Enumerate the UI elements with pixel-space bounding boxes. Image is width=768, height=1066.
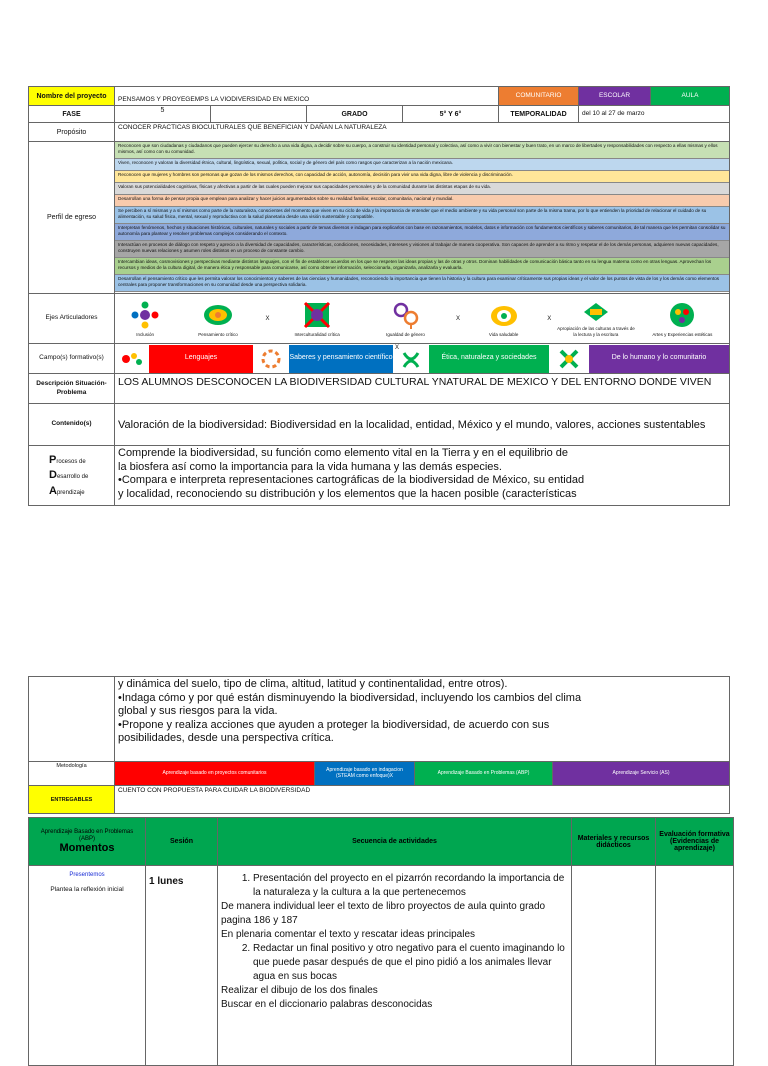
campo-lenguajes: Lenguajes	[149, 345, 253, 373]
spacer-cell	[211, 106, 307, 123]
perfil-item: Desarrollan el pensamiento crítico que les permita valorar los conocimientos y saberes de las ciencias y humanidades, reconociendo la importancia que tienen la historia y la cultura para examinar críticamente sus propias ideas y el valor de los puntos de vista de los y los demás como elementos centrales para proponer transformaciones en su comunidad desde una perspectiva solidaria.	[115, 275, 729, 292]
eje-interculturalidad: Interculturalidad crítica	[274, 300, 360, 337]
metodologia-abp: Aprendizaje Basado en Problemas (ABP)	[415, 762, 553, 786]
secuencia-header: Secuencia de actividades	[218, 818, 572, 866]
metodologia-servicio: Aprendizaje Servicio (AS)	[553, 762, 730, 786]
proposito-value: CONOCER PRACTICAS BIOCULTURALES QUE BENEFICIAN Y DAÑAN LA NATURALEZA	[115, 123, 730, 142]
contenido-value: Valoración de la biodiversidad: Biodiversidad en la localidad, entidad, México y el mundo, valores, acciones sustentables	[115, 404, 730, 446]
etica-icon: X	[393, 345, 429, 373]
project-name-value: PENSAMOS Y PROYEGEMPS LA VIODIVERSIDAD EN MEXICO	[115, 87, 499, 106]
healthy-life-icon	[489, 300, 519, 330]
humano-icon	[549, 345, 589, 373]
eje-artes: Artes y Experiencias estéticas	[636, 300, 729, 337]
perfil-item: Reconocen que son ciudadanas y ciudadanos que pueden ejercer su derecho a una vida digna, a decidir sobre su cuerpo, a construir su identidad personal y colectiva, así como a vivir con bienestar y buen trato, en un marco de libertades y responsabilidades con respecto a ellas mismas y ellos mismos, así como con su comunidad.	[115, 142, 729, 159]
descripcion-label: Descripción Situación- Problema	[29, 374, 115, 404]
momentos-header: Aprendizaje Basado en Problemas (ABP) Momentos	[29, 818, 146, 866]
interculturality-icon	[302, 300, 332, 330]
eje-mark: X	[547, 315, 552, 322]
campo-saberes: Saberes y pensamiento científico	[289, 345, 393, 373]
tag-comunitario: COMUNITARIO	[499, 87, 579, 106]
sesion-header: Sesión	[146, 818, 218, 866]
grado-label: GRADO	[307, 106, 403, 123]
fase-label: FASE	[29, 106, 115, 123]
tag-escolar: ESCOLAR	[579, 87, 651, 106]
planning-table-page1	[28, 86, 730, 506]
perfil-item: Valoran sus potencialidades cognitivas, físicas y afectivas a partir de las cuales pueden mejorar sus capacidades personales y de la comunidad durante las distintas etapas de su vida.	[115, 183, 729, 195]
metodologia-indagacion: Aprendizaje basado en indagacion (STEAM como enfoque)X	[315, 762, 415, 786]
pda-continued-label	[29, 677, 115, 762]
perfil-item: Interactúan en procesos de diálogo con respeto y aprecio a la diversidad de capacidades, características, condiciones, necesidades, intereses y visiones al trabajar de manera cooperativa. Son capaces de aprender a su ritmo y respetar el de los demás personas, adquieren nuevas capacidades, construyen nuevas relaciones y asumen roles distintos en un proceso de constante cambio.	[115, 241, 729, 258]
eje-mark: X	[265, 315, 270, 322]
ejes-label: Ejes Articuladores	[29, 294, 115, 344]
materiales-cell	[572, 866, 656, 1066]
perfil-item: Desarrollan una forma de pensar propia que emplean para analizar y hacer juicios argumentados sobre su realidad familiar, escolar, comunitaria, nacional y mundial.	[115, 195, 729, 207]
activities-table	[28, 817, 734, 1066]
perfil-list	[115, 142, 730, 294]
grado-value: 5° Y 6°	[403, 106, 499, 123]
reading-writing-icon	[581, 300, 611, 324]
planning-table-page2	[28, 676, 730, 814]
perfil-item: Viven, reconocen y valoran la diversidad étnica, cultural, lingüística, sexual, política, social y de género del país como rasgos que caracterizan a la nación mexicana.	[115, 159, 729, 171]
entregables-value: CUENTO CON PROPUESTA PARA CUIDAR LA BIODIVERSIDAD	[115, 786, 730, 814]
momento-presentemos: Presentemos Plantea la reflexión inicial	[29, 866, 146, 1066]
materiales-header: Materiales y recursos didácticos	[572, 818, 656, 866]
proposito-label: Propósito	[29, 123, 115, 142]
inclusion-icon	[130, 300, 160, 330]
perfil-label: Perfil de egreso	[29, 142, 115, 294]
campo-humano: De lo humano y lo comunitario	[589, 345, 729, 373]
perfil-item: Se perciben a sí mismas y a sí mismos como parte de la naturaleza, conscientes del momento que viven en su ciclo de vida y la importancia de entender que el medio ambiente y su vida personal son parte de la misma trama, por lo que entienden la prioridad de relacionar el cuidado de su alimentación, su salud física, mental, sexual y reproductiva con la salud planetaria desde una visión sustentable y compatible.	[115, 207, 729, 224]
pda-continued-text: y dinámica del suelo, tipo de clima, altitud, latitud y continentalidad, entre otros). •Indaga cómo y por qué están disminuyendo la biodiversidad, incluyendo los cambios del clima global y sus riesgos para la vida. •Propone y realiza acciones que ayuden a proteger la biodiversidad, de acuerdo con sus posibilidades, desde una perspectiva crítica.	[115, 677, 730, 762]
eje-mark: X	[455, 315, 460, 322]
eje-lectura: Apropiación de las culturas a través de la lectura y la escritura	[556, 300, 636, 337]
activity-list-1: 1. Presentación del proyecto en el pizarrón recordando la importancia de la naturaleza y la cultura a la que pertenecemos	[221, 872, 568, 900]
contenido-label: Contenido(s)	[29, 404, 115, 446]
metodologia-label: Metodología	[29, 762, 115, 786]
evaluacion-header: Evaluación formativa (Evidencias de aprendizaje)	[656, 818, 734, 866]
eje-inclusion: Inclusión	[115, 300, 175, 337]
perfil-item: Reconocen que mujeres y hombres son personas que gozan de los mismos derechos, con capacidad de acción, autonomía, decisión para vivir una vida digna, libre de violencia y discriminación.	[115, 171, 729, 183]
temporalidad-label: TEMPORALIDAD	[499, 106, 579, 123]
eje-vida-saludable: Vida saludable	[465, 300, 543, 337]
arts-icon	[667, 300, 697, 330]
entregables-label: ENTREGABLES	[29, 786, 115, 814]
metodologia-proyectos: Aprendizaje basado en proyectos comunitarios	[115, 762, 315, 786]
campos-row	[115, 344, 730, 374]
perfil-item: Intercambian ideas, cosmovisiones y perspectivas mediante distintos lenguajes, con el fin de establecer acuerdos en los que se respeten las ideas propias y las de otras y otros. Dominan habilidades de comunicación básica tanto en su lengua materna como en otras lenguas. Aprovechan los recursos y medios de la cultura digital, de manera ética y responsable para comunicarse, así como obtener información, seleccionarla, organizarla, analizarla y evaluarla.	[115, 258, 729, 275]
secuencia-actividades: 1. Presentación del proyecto en el pizarrón recordando la importancia de la naturaleza y la cultura a la que pertenecemos De manera individual leer el texto de libro proyectos de aula quinto grado pagina 186 y 187 En plenaria comentar el texto y rescatar ideas principales 2. Redactar un final positivo y otro negativo para el cuento imaginando lo que puede pasar después de que el pino pidió a los animales llevar agua en sus bocas Realizar el dibujo de los dos finales Buscar en el diccionario palabras desconocidas	[218, 866, 572, 1066]
campos-label: Campo(s) formativo(s)	[29, 344, 115, 374]
perfil-item: Interpretan fenómenos, hechos y situaciones históricas, culturales, naturales y sociales a partir de temas diversos e indagan para explicarlos con base en razonamientos, modelos, datos e información con fundamentos científicos y saberes comunitarios, de tal manera que les permitan consolidar su autonomía para plantear y resolver problemas complejos considerando el contexto.	[115, 224, 729, 241]
pda-label: Procesos de Desarrollo de Aprendizaje	[29, 446, 115, 506]
eje-pensamiento: Pensamiento crítico	[175, 300, 261, 337]
critical-thinking-icon	[201, 300, 235, 330]
activity-list-2: 2. Redactar un final positivo y otro negativo para el cuento imaginando lo que puede pasar después de que el pino pidió a los animales llevar agua en sus bocas	[221, 942, 568, 984]
lenguajes-icon	[115, 345, 149, 373]
eje-igualdad: Igualdad de género	[360, 300, 451, 337]
fase-value: 5	[115, 106, 211, 123]
saberes-icon	[253, 345, 289, 373]
evaluacion-cell	[656, 866, 734, 1066]
ejes-row	[115, 294, 730, 344]
tag-aula: AULA	[651, 87, 730, 106]
sesion-value: 1 lunes	[146, 866, 218, 1066]
pda-text: Comprende la biodiversidad, su función como elemento vital en la Tierra y en el equilibrio de la biosfera así como la importancia para la vida humana y las demás especies. •Compara e interpreta representaciones cartográficas de la biodiversidad de México, su entidad y localidad, reconociendo su distribución y los elementos que la hacen posible (características	[115, 446, 730, 506]
project-name-label: Nombre del proyecto	[29, 87, 115, 106]
gender-equality-icon	[391, 300, 421, 330]
campo-etica: Ética, naturaleza y sociedades	[429, 345, 549, 373]
temporalidad-value: del 10 al 27 de marzo	[579, 106, 730, 123]
descripcion-value: LOS ALUMNOS DESCONOCEN LA BIODIVERSIDAD CULTURAL YNATURAL DE MEXICO Y DEL ENTORNO DONDE VIVEN	[115, 374, 730, 404]
